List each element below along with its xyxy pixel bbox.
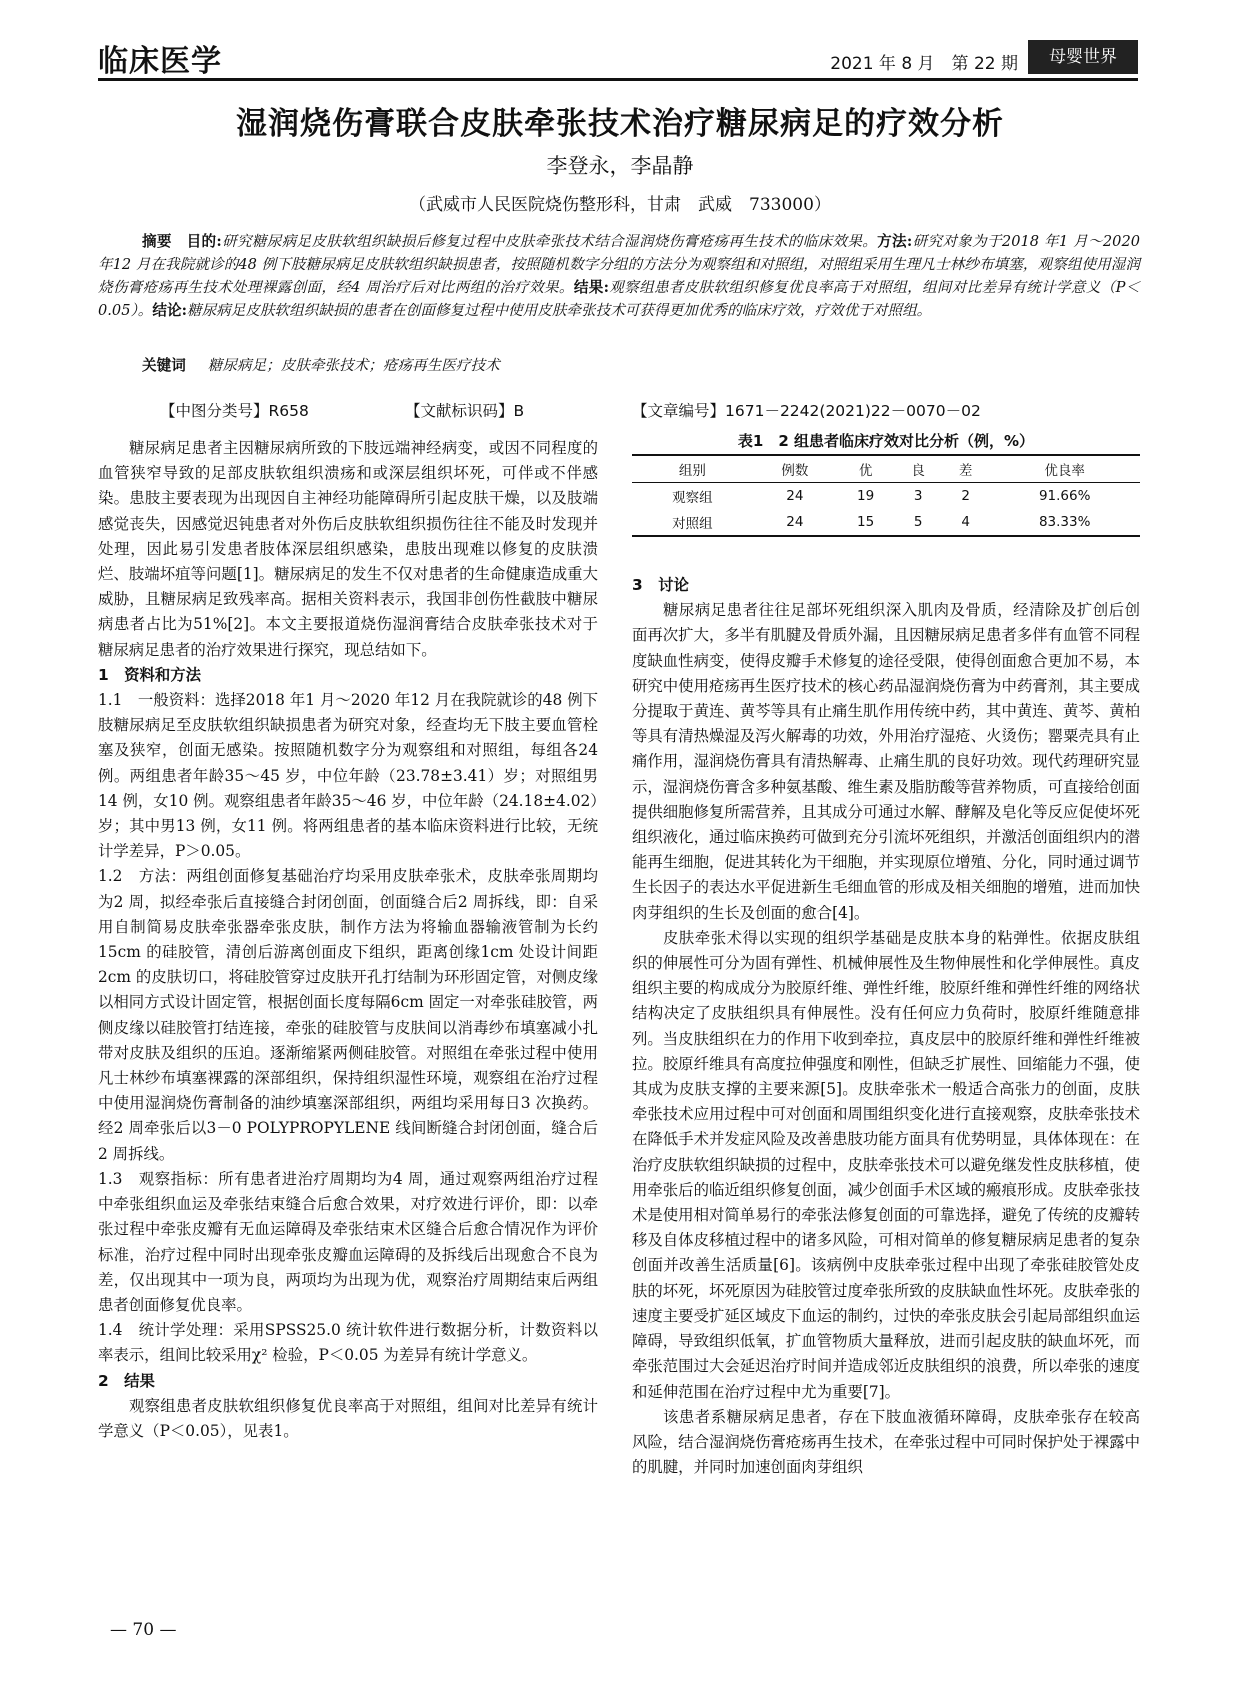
journal-section-title: 临床医学 [98,44,222,79]
table-header-cell: 良 [911,463,925,479]
table-cell: 2 [961,488,970,504]
abstract-label: 摘要 目的: [142,233,222,250]
clc-number: 【中图分类号】R658 [160,402,309,420]
article-title: 湿润烧伤膏联合皮肤牵张技术治疗糖尿病足的疗效分析 [236,106,1004,142]
results-table [632,454,1140,537]
discussion-paragraph-3: 该患者系糖尿病足患者，存在下肢血液循环障碍，皮肤牵张存在较高风险，结合湿润烧伤膏疮疡再生技术，在牵张过程中可同时保护处于裸露中的肌腱，并同时加速创面肉芽组织 [632,1407,1140,1477]
table-header-cell: 优 [858,463,873,479]
methods-label: 方法: [877,233,913,250]
table-row [632,483,1140,510]
results-paragraph: 观察组患者皮肤软组织修复优良率高于对照组，组间对比差异有统计学意义（P＜0.05），见表1。 [98,1396,598,1440]
table-header-cell: 组别 [678,463,706,479]
keywords-label: 关键词 [142,357,186,374]
table-cell: 24 [786,488,804,504]
table-cell: 3 [913,488,923,504]
discussion-paragraph-1: 糖尿病足患者往往足部坏死组织深入肌肉及骨质，经清除及扩创后创面再次扩大，多半有肌腱及骨质外漏，且因糖尿病足患者多伴有血管不同程度缺血性病变，使得皮瓣手术修复的途径受限，使得创面愈合更加不易，本研究中使用疮疡再生医疗技术的核心药品湿润烧伤膏为中药膏剂，其主要成分提取于黄连、黄芩等具有止痛生肌作用传统中药，其中黄连、黄芩、黄柏等具有清热燥湿及泻火解毒的功效，外用治疗湿疮、火烫伤；罂粟壳具有止痛作用，湿润烧伤膏具有清热解毒、止痛生肌的良好功效。现代药理研究显示，湿润烧伤膏含多种氨基酸、维生素及脂肪酸等营养物质，可直接给创面提供细胞修复所需营养，且其成分可通过水解、酵解及皂化等反应促使坏死组织液化，通过临床换药可做到充分引流坏死组织，并激活创面组织内的潜能再生细胞，促进其转化为干细胞，并实现原位增殖、分化，同时通过调节生长因子的表达水平促进新生毛细血管的形成及相关细胞的增殖，进而加快肉芽组织的生长及创面的愈合[4]。 [632,601,1140,922]
left-column [98,436,598,1444]
page-number: — 70 — [110,1620,177,1640]
table-cell: 对照组 [672,516,713,532]
journal-badge: 母婴世界 [1028,40,1138,74]
section-heading-2: 2 结果 [98,1371,155,1390]
section-1-3: 1.3 观察指标：所有患者进治疗周期均为4 周，通过观察两组治疗过程中牵张组织血运及牵张结束缝合后愈合效果，对疗效进行评价，即：以牵张过程中牵张皮瓣有无血运障碍及牵张结束术区缝合后愈合情况作为评价标准，治疗过程中同时出现牵张皮瓣血运障碍的及拆线后出现愈合不良为差，仅出现其中一项为良，两项均为出现为优，观察治疗周期结束后两组患者创面修复优良率。 [98,1169,598,1314]
table-caption: 表1 2 组患者临床疗效对比分析（例，%） [737,432,1035,450]
issue-date: 2021 年 8 月 第 22 期 [830,54,1018,74]
abstract-objective: 研究糖尿病足皮肤软组织缺损后修复过程中皮肤牵张技术结合湿润烧伤膏疮疡再生技术的临床效果。 [221,233,878,250]
abstract [98,230,1140,322]
section-1-4: 1.4 统计学处理：采用SPSS25.0 统计软件进行数据分析，计数资料以率表示，组间比较采用χ² 检验，P＜0.05 为差异有统计学意义。 [98,1321,598,1365]
article-number: 【文章编号】1671－2242(2021)22－0070－02 [632,402,981,420]
table-cell: 4 [961,514,970,530]
table-cell: 5 [913,514,923,530]
document-code: 【文献标识码】B [405,402,525,420]
table-cell: 91.66% [1038,488,1091,504]
table-cell: 24 [786,514,804,530]
section-1-2: 1.2 方法：两组创面修复基础治疗均采用皮肤牵张术，皮肤牵张周期均为2 周，拟经牵张后直接缝合封闭创面，创面缝合后2 周拆线，即：自采用自制简易皮肤牵张器牵张皮肤，制作方法为将输血器输液管制为长约15cm 的硅胶管，清创后游离创面皮下组织，距离创缘1cm 处设计间距2cm 的皮肤切口，将硅胶管穿过皮肤开孔打结制为环形固定管，对侧皮缘以相同方式设计固定管，根据创面长度每隔6cm 固定一对牵张硅胶管，两侧皮缘以硅胶管打结连接，牵张的硅胶管与皮肤间以消毒纱布填塞减小扎带对皮肤及组织的压迫。逐渐缩紧两侧硅胶管。对照组在牵张过程中使用凡士林纱布填塞裸露的深部组织，保持组织湿性环境，观察组在治疗过程中使用湿润烧伤膏制备的油纱填塞深部组织，两组均采用每日3 次换药。经2 周牵张后以3－0 POLYPROPYLENE 线间断缝合封闭创面，缝合后2 周拆线。 [98,867,598,1163]
table-row [632,509,1140,536]
table-header-cell: 差 [958,463,973,479]
abstract-conclusion: 糖尿病足皮肤软组织缺损的患者在创面修复过程中使用皮肤牵张技术可获得更加优秀的临床疗效，疗效优于对照组。 [186,302,932,319]
intro-paragraph: 糖尿病足患者主因糖尿病所致的下肢远端神经病变，或因不同程度的血管狭窄导致的足部皮肤软组织溃疡和或深层组织坏死，可伴或不伴感染。患肢主要表现为出现因自主神经功能障碍所引起皮肤干燥，以及肢端感觉丧失，因感觉迟钝患者对外伤后皮肤软组织损伤往往不能及时发现并处理，因此易引发患者肢体深层组织感染，患肢出现难以修复的皮肤溃烂、肢端坏疽等问题[1]。糖尿病足的发生不仅对患者的生命健康造成重大威胁，且糖尿病足致残率高。据相关资料表示，我国非创伤性截肢中糖尿病患者占比为51%[2]。本文主要报道烧伤湿润膏结合皮肤牵张技术对于糖尿病足患者的治疗效果进行探究，现总结如下。 [98,439,598,659]
affiliation: （武威市人民医院烧伤整形科，甘肃 武威 733000） [409,195,831,215]
table-cell: 83.33% [1038,514,1091,530]
table-cell: 15 [857,514,875,530]
table-header-cell: 例数 [781,463,809,479]
section-heading-3: 3 讨论 [632,576,689,594]
table-cell: 观察组 [672,490,713,506]
results-label: 结果: [573,279,609,296]
table-header-row [632,455,1140,483]
right-column [632,573,1140,1480]
section-1-1: 1.1 一般资料：选择2018 年1 月～2020 年12 月在我院就诊的48 例下肢糖尿病足至皮肤软组织缺损患者为研究对象，经查均无下肢主要血管栓塞及狭窄，创面无感染。按照随机数字分为观察组和对照组，每组各24 例。两组患者年龄35～45 岁，中位年龄（23.78±3.41）岁；对照组男14 例，女10 例。观察组患者年龄35～46 岁，中位年龄（24.18±4.02）岁；其中男13 例，女11 例。将两组患者的基本临床资料进行比较，无统计学差异，P＞0.05。 [98,691,598,861]
authors: 李登永，李晶静 [546,154,694,178]
table-header-cell: 优良率 [1044,463,1085,479]
conclusion-label: 结论: [152,302,187,319]
abstract-results: 观察组患者皮肤软组织修复优良率高于对照组，组间对比差异有统计学意义（P＜0.05）。 [98,279,1140,319]
keywords-text: 糖尿病足；皮肤牵张技术；疮疡再生医疗技术 [207,357,500,374]
discussion-paragraph-2: 皮肤牵张术得以实现的组织学基础是皮肤本身的粘弹性。依据皮肤组织的伸展性可分为固有弹性、机械伸展性及生物伸展性和化学伸展性。真皮组织主要的构成成分为胶原纤维、弹性纤维，胶原纤维和弹性纤维的网络状结构决定了皮肤组织具有伸展性。没有任何应力负荷时，胶原纤维随意排列。当皮肤组织在力的作用下收到牵拉，真皮层中的胶原纤维和弹性纤维被拉。胶原纤维具有高度拉伸强度和刚性，但缺乏扩展性、回缩能力不强，使其成为皮肤支撑的主要来源[5]。皮肤牵张术一般适合高张力的创面，皮肤牵张技术应用过程中可对创面和周围组织变化进行直接观察，皮肤牵张技术在降低手术并发症风险及改善患肢功能方面具有优势明显，具体体现在：在治疗皮肤软组织缺损的过程中，皮肤牵张技术可以避免继发性皮肤移植，使用牵张后的临近组织修复创面，减少创面手术区域的瘢痕形成。皮肤牵张技术是使用相对简单易行的牵张法修复创面的可靠选择，避免了传统的皮瓣转移及自体皮移植过程中的诸多风险，可相对简单的修复糖尿病足患者的复杂创面并改善生活质量[6]。该病例中皮肤牵张过程中出现了牵张硅胶管处皮肤的坏死，坏死原因为硅胶管过度牵张所致的皮肤缺血性坏死。皮肤牵张的速度主要受扩延区域皮下血运的制约，过快的牵张皮肤会引起局部组织血运障碍，导致组织低氧，扩血管物质大量释放，进而引起皮肤的缺血坏死，而牵张范围过大会延迟治疗时间并造成邻近皮肤组织的浪费，所以牵张的速度和延伸范围在治疗过程中尤为重要[7]。 [632,928,1140,1401]
section-heading-1: 1 资料和方法 [98,665,202,684]
table-cell: 19 [857,488,875,504]
keywords [142,354,500,375]
running-header [98,38,1138,81]
abstract-methods: 研究对象为于2018 年1 月～2020 年12 月在我院就诊的48 例下肢糖尿病足皮肤软组织缺损患者，按照随机数字分组的方法分为观察组和对照组，对照组采用生理凡士林纱布填塞，观察组使用湿润烧伤膏疮疡再生技术处理裸露创面，经4 周治疗后对比两组的治疗效果。 [98,233,1141,296]
